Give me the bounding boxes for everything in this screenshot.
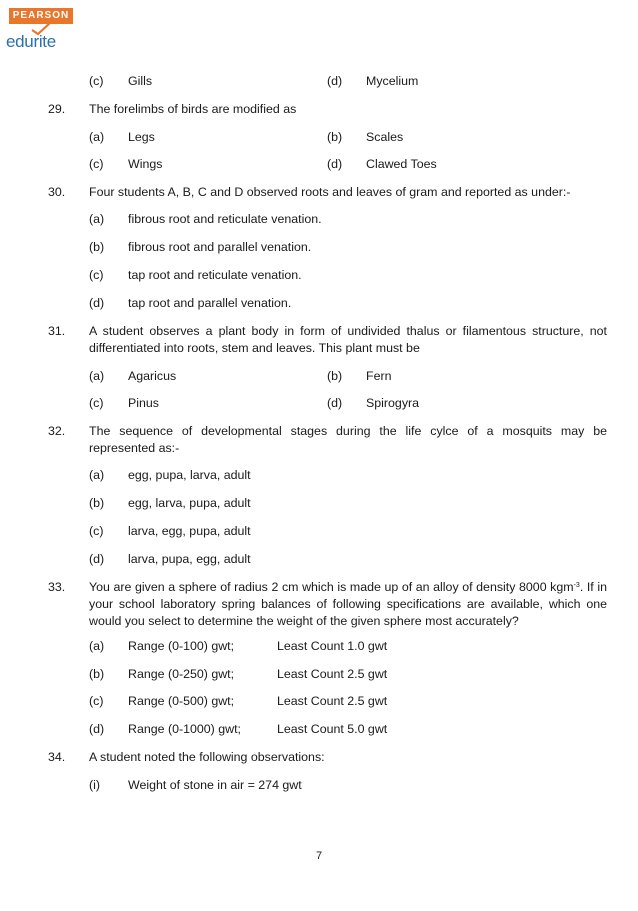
question-text: represented as:-	[89, 441, 180, 455]
q32-option-d	[0, 550, 638, 568]
option-least-count: Least Count 5.0 gwt	[277, 722, 388, 736]
option-label: (c)	[89, 396, 104, 410]
q33-question-line3	[0, 612, 638, 630]
q28-options-row-cd	[0, 72, 638, 90]
option-label: (d)	[89, 296, 105, 310]
option-label: (a)	[89, 130, 105, 144]
option-label: (d)	[89, 722, 105, 736]
question-number: 33.	[48, 580, 66, 594]
edurite-wordmark: edurite	[6, 32, 56, 51]
option-label: (b)	[327, 369, 343, 383]
q33-option-c	[0, 692, 638, 710]
option-text: fibrous root and parallel venation.	[128, 240, 312, 254]
option-text: Spirogyra	[366, 396, 420, 410]
q32-question-line1	[0, 422, 638, 440]
option-range: Range (0-500) gwt;	[128, 694, 235, 708]
option-label: (d)	[327, 74, 343, 88]
q31-options-row-ab	[0, 367, 638, 385]
q31-question-line2	[0, 339, 638, 357]
q31-question-line1	[0, 322, 638, 340]
option-text: Gills	[128, 74, 153, 88]
option-label: (a)	[89, 212, 105, 226]
option-text: Pinus	[128, 396, 159, 410]
q33-option-b	[0, 665, 638, 683]
option-label: (c)	[89, 268, 104, 282]
question-text: The forelimbs of birds are modified as	[89, 102, 297, 116]
publisher-logo	[6, 8, 76, 52]
option-text: egg, larva, pupa, adult	[128, 496, 251, 510]
question-text: Four students A, B, C and D observed roots and leaves of gram and reported as under:-	[89, 185, 571, 199]
q31-options-row-cd	[0, 394, 638, 412]
question-number: 30.	[48, 185, 66, 199]
question-text-part: . If in	[579, 580, 607, 594]
option-label: (c)	[89, 74, 104, 88]
question-text: A student noted the following observations:	[89, 750, 325, 764]
q30-option-c	[0, 266, 638, 284]
q34-observation-i	[0, 776, 638, 794]
option-least-count: Least Count 1.0 gwt	[277, 639, 388, 653]
checkmark-icon	[30, 22, 52, 36]
option-least-count: Least Count 2.5 gwt	[277, 667, 388, 681]
q32-option-a	[0, 466, 638, 484]
q33-question-line2	[0, 595, 638, 613]
question-text	[89, 578, 607, 596]
option-text: larva, pupa, egg, adult	[128, 552, 251, 566]
question-text: A student observes a plant body in form of undivided thalus or filamentous structure, not	[89, 324, 607, 338]
q32-option-b	[0, 494, 638, 512]
option-text: tap root and reticulate venation.	[128, 268, 302, 282]
option-text: Mycelium	[366, 74, 419, 88]
option-text: tap root and parallel venation.	[128, 296, 292, 310]
q29-options-row-cd	[0, 155, 638, 173]
page-number: 7	[315, 850, 323, 862]
option-label: (b)	[89, 240, 105, 254]
option-range: Range (0-100) gwt;	[128, 639, 235, 653]
q32-option-c	[0, 522, 638, 540]
question-text: The sequence of developmental stages during the life cylce of a mosquits may be	[89, 424, 607, 438]
option-label: (a)	[89, 639, 105, 653]
option-text: Clawed Toes	[366, 157, 437, 171]
q33-option-d	[0, 720, 638, 738]
q30-option-a	[0, 210, 638, 228]
question-text: differentiated into roots, stem and leaves. This plant must be	[89, 341, 420, 355]
q34-question	[0, 748, 638, 766]
option-label: (d)	[327, 157, 343, 171]
q30-option-b	[0, 238, 638, 256]
question-number: 29.	[48, 102, 66, 116]
option-range: Range (0-250) gwt;	[128, 667, 235, 681]
option-label: (a)	[89, 468, 105, 482]
option-label: (c)	[89, 694, 104, 708]
option-range: Range (0-1000) gwt;	[128, 722, 241, 736]
q30-question	[0, 183, 638, 201]
question-text: would you select to determine the weight of the given sphere most accurately?	[89, 614, 519, 628]
option-label: (b)	[89, 496, 105, 510]
option-least-count: Least Count 2.5 gwt	[277, 694, 388, 708]
option-text: Fern	[366, 369, 392, 383]
edurite-logo	[6, 32, 76, 52]
q29-options-row-ab	[0, 128, 638, 146]
option-label: (a)	[89, 369, 105, 383]
option-label: (d)	[327, 396, 343, 410]
density-exponent: -3	[573, 582, 580, 589]
observation-label: (i)	[89, 778, 101, 792]
question-number: 34.	[48, 750, 66, 764]
option-text: Legs	[128, 130, 155, 144]
question-text: your school laboratory spring balances of following specifications are available, which one	[89, 597, 607, 611]
option-label: (d)	[89, 552, 105, 566]
q32-question-line2	[0, 439, 638, 457]
q29-question	[0, 100, 638, 118]
observation-text: Weight of stone in air = 274 gwt	[128, 778, 302, 792]
option-text: Scales	[366, 130, 404, 144]
question-number: 32.	[48, 424, 66, 438]
option-label: (c)	[89, 524, 104, 538]
option-text: Wings	[128, 157, 163, 171]
option-text: Agaricus	[128, 369, 177, 383]
pearson-brand: PEARSON	[9, 8, 73, 24]
option-text: egg, pupa, larva, adult	[128, 468, 251, 482]
question-text-part: You are given a sphere of radius 2 cm which is made up of an alloy of density 8000 kgm	[89, 580, 574, 594]
question-number: 31.	[48, 324, 66, 338]
option-label: (c)	[89, 157, 104, 171]
option-text: larva, egg, pupa, adult	[128, 524, 251, 538]
q30-option-d	[0, 294, 638, 312]
option-label: (b)	[327, 130, 343, 144]
q33-question-line1	[0, 578, 638, 596]
option-label: (b)	[89, 667, 105, 681]
option-text: fibrous root and reticulate venation.	[128, 212, 322, 226]
q33-option-a	[0, 637, 638, 655]
